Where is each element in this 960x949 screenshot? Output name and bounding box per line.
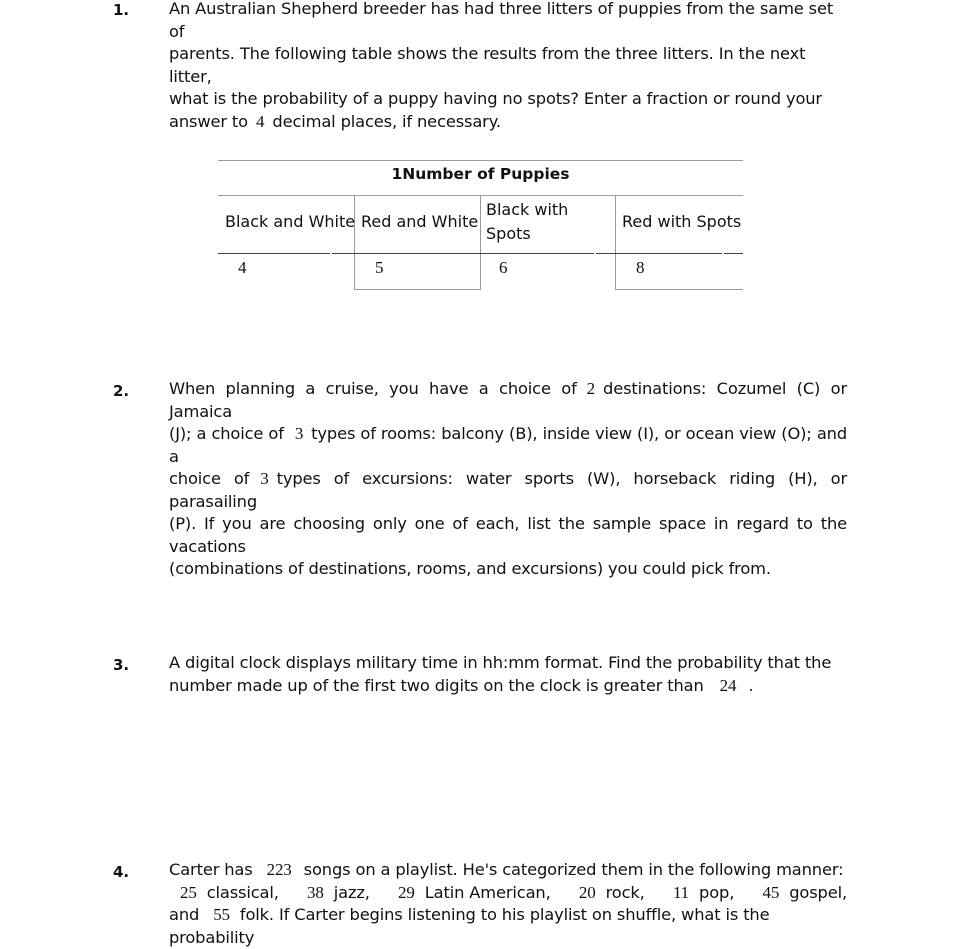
problem-text (169, 652, 847, 697)
problem-number: 1. (113, 1, 130, 19)
text-fragment: answer to (169, 111, 248, 131)
table-rule (724, 253, 743, 254)
value-red-and-white: 5 (375, 258, 384, 277)
text-line (169, 882, 847, 905)
text-fragment: and (169, 905, 200, 924)
text-fragment: types of rooms: balcony (B), inside view (I), or ocean view (O); and a (169, 424, 847, 466)
value-red-with-spots: 8 (636, 258, 645, 277)
text-fragment: (J); a choice of (169, 424, 284, 443)
decimal-places-value: 4 (256, 111, 265, 131)
text-line: A digital clock displays military time in hh:mm format. Find the probability that the (169, 653, 832, 672)
destinations-count: 2 (586, 379, 596, 398)
table-caption: 1Number of Puppies (391, 165, 570, 183)
text-line (169, 468, 847, 513)
gospel-count: 45 (762, 882, 780, 902)
table-rule (615, 195, 616, 290)
text-line: what is the probability of a puppy having no spots? Enter a fraction or round your (169, 89, 822, 108)
problem-text (169, 378, 847, 581)
problem-text (169, 859, 847, 949)
latin-count: 29 (398, 882, 415, 902)
text-line: parents. The following table shows the results from the three litters. In the next litter, (169, 44, 806, 86)
text-fragment: Latin American, (424, 882, 551, 902)
header-line: Black with (486, 200, 569, 219)
text-fragment: Carter has (169, 860, 253, 879)
table-rule (332, 253, 462, 254)
excursions-count: 3 (260, 469, 269, 488)
puppies-table (218, 160, 743, 290)
total-songs: 223 (266, 860, 292, 879)
text-line: (combinations of destinations, rooms, and excursions) you could pick from. (169, 559, 771, 578)
header-red-with-spots: Red with Spots (622, 212, 742, 231)
text-line (169, 111, 847, 134)
jazz-count: 38 (307, 882, 324, 902)
text-fragment: gospel, (789, 882, 847, 902)
rooms-count: 3 (294, 424, 304, 443)
value-black-and-white: 4 (238, 258, 247, 277)
text-fragment: jazz, (333, 882, 370, 902)
rock-count: 20 (578, 882, 596, 902)
text-fragment: number made up of the first two digits on the clock is greater than (169, 675, 704, 695)
header-black-and-white: Black and White (225, 212, 356, 231)
text-fragment: When planning a cruise, you have a choice of (169, 379, 577, 398)
text-fragment: pop, (699, 882, 735, 902)
text-line: (P). If you are choosing only one of each, list the sample space in regard to the vacations (169, 514, 847, 556)
threshold-value: 24 (719, 675, 737, 695)
text-line (169, 423, 847, 468)
text-line: An Australian Shepherd breeder has had three litters of puppies from the same set of (169, 0, 834, 41)
table-rule (480, 195, 481, 290)
problem-number: 4. (113, 863, 130, 881)
table-rule (458, 253, 594, 254)
text-fragment: rock, (605, 882, 645, 902)
problem-number: 3. (113, 656, 130, 674)
table-rule (354, 289, 480, 290)
text-line (169, 859, 847, 882)
table-rule (218, 160, 743, 161)
text-fragment: classical, (206, 882, 279, 902)
folk-count: 55 (213, 905, 230, 924)
value-black-with-spots: 6 (499, 258, 508, 277)
text-line (169, 378, 847, 423)
table-rule (218, 253, 330, 254)
text-fragment: . (748, 675, 754, 695)
text-line (169, 675, 847, 698)
problem-text (169, 0, 847, 133)
header-line: Spots (486, 224, 531, 243)
table-rule (596, 253, 722, 254)
pop-count: 11 (672, 882, 690, 902)
header-black-with-spots (486, 198, 568, 246)
problem-number: 2. (113, 382, 130, 400)
text-fragment: folk. If Carter begins listening to his playlist on shuffle, what is the probability (169, 905, 770, 947)
text-fragment: songs on a playlist. He's categorized them in the following manner: (303, 860, 844, 879)
text-fragment: choice of (169, 469, 250, 488)
text-fragment: types of excursions: water sports (W), horseback riding (H), or parasailing (169, 469, 847, 511)
header-red-and-white: Red and White (361, 212, 479, 231)
text-fragment: destinations: Cozumel (C) or Jamaica (169, 379, 847, 421)
classical-count: 25 (180, 882, 197, 902)
text-line (169, 904, 847, 949)
text-fragment: decimal places, if necessary. (272, 111, 501, 131)
table-rule (615, 289, 743, 290)
